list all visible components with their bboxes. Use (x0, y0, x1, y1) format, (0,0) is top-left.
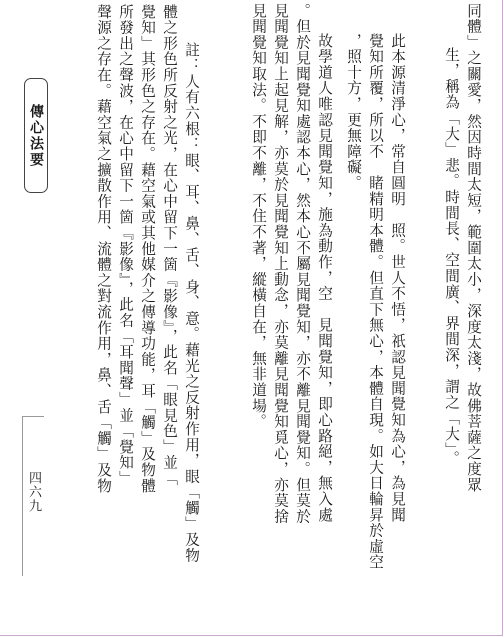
text-line-9: 見聞覺知取法。不即不離，不住不著，縱橫自在，無非道場。 (250, 3, 267, 430)
text-line-5: ，照十方，更無障礙。 (345, 33, 362, 191)
annotation-line-5: 聲源之存在。藉空氣之擴散作用、流體之對流作用，鼻、舌「觸」及物 (95, 4, 112, 494)
text-line-2: 生，稱為「大」悲。時間長、空間廣、界間深，謂之「大」。 (443, 47, 460, 467)
text-line-7: 。但於見聞覺知處認本心，然本心不屬見聞覺知，亦不離見聞覺知。但莫於 (294, 3, 311, 525)
annotation-line-2: 體之形色所反射之光，在心中留下一箇『影像』，此名「眼見色」並「 (161, 4, 178, 487)
running-title: 傳心法要 (28, 103, 44, 168)
page-number: 四六九 (26, 471, 41, 513)
annotation-line-1: 註：人有六根：眼、耳、鼻、舌、身、意。藉光之反射作用，眼「觸」及物 (183, 42, 200, 564)
text-line-4: 覺知所覆，所以不 睹精明本體。但直下無心，本體自現。如大日輪昇於虛空 (367, 33, 384, 571)
running-title-tab (24, 78, 48, 193)
annotation-line-4: 所發出之聲波，在心中留下一箇『影像』，此名「耳聞聲」並「覺知」 (117, 4, 134, 487)
annotation-line-3: 覺知」其形色之存在。藉空氣或其他媒介之傳導功能，耳「觸」及物體 (139, 4, 156, 494)
text-line-6: 故學道人唯認見聞覺知，施為動作，空 見聞覺知，即心路絕，無入處 (316, 33, 333, 523)
text-line-3: 此本源清淨心，常自圓明 照。世人不悟，祇認見聞覺知為心，為見聞 (389, 33, 406, 523)
page-number-box (22, 416, 44, 576)
text-line-1: 同體」之關愛，然因時間太短，範圍太小，深度太淺，故佛菩薩之度眾 (465, 3, 482, 493)
text-line-8: 見聞覺知上起見解，亦莫於見聞覺知上動念，亦莫離見聞覺知覓心，亦莫捨 (272, 3, 289, 525)
